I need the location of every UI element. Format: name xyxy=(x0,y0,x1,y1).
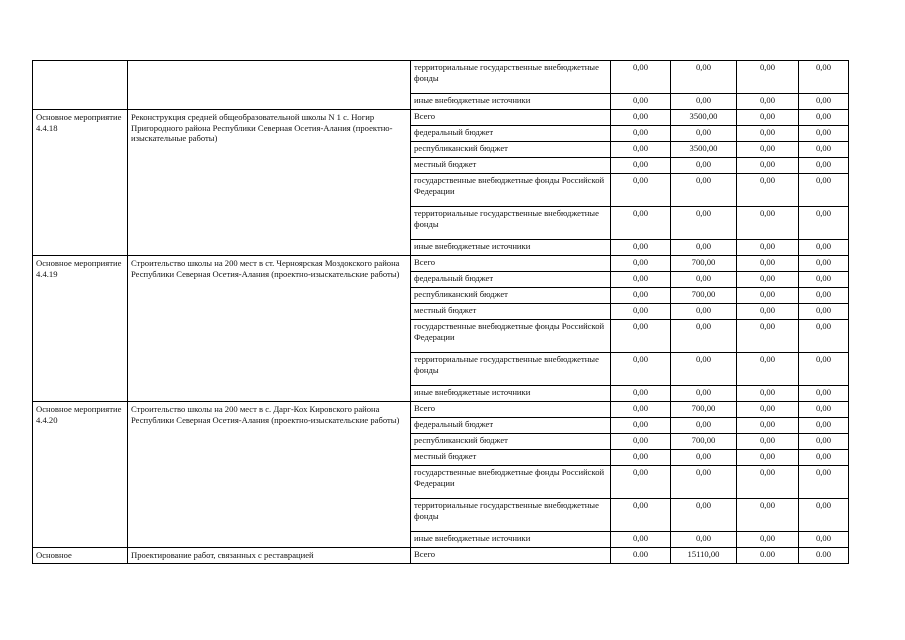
funding-source: территориальные государственные внебюджетные фонды xyxy=(411,61,611,94)
amount-cell: 0,00 xyxy=(611,272,671,288)
amount-cell: 0,00 xyxy=(611,126,671,142)
funding-source: федеральный бюджет xyxy=(411,126,611,142)
amount-cell: 0,00 xyxy=(671,158,737,174)
amount-cell: 0,00 xyxy=(799,304,849,320)
amount-cell: 0,00 xyxy=(799,142,849,158)
amount-cell: 0,00 xyxy=(611,94,671,110)
funding-source: республиканский бюджет xyxy=(411,434,611,450)
amount-cell: 0,00 xyxy=(671,466,737,499)
amount-cell: 0,00 xyxy=(611,386,671,402)
funding-source: Всего xyxy=(411,256,611,272)
amount-cell: 0,00 xyxy=(671,353,737,386)
amount-cell: 0,00 xyxy=(737,532,799,548)
activity-label: Основное мероприятие 4.4.18 xyxy=(33,110,128,256)
funding-source: федеральный бюджет xyxy=(411,418,611,434)
amount-cell: 700,00 xyxy=(671,288,737,304)
funding-source: республиканский бюджет xyxy=(411,288,611,304)
amount-cell: 0,00 xyxy=(799,320,849,353)
table-row xyxy=(33,256,849,272)
amount-cell: 0,00 xyxy=(671,418,737,434)
document-page xyxy=(32,60,848,564)
amount-cell: 0,00 xyxy=(737,240,799,256)
amount-cell: 0,00 xyxy=(799,499,849,532)
amount-cell: 0,00 xyxy=(611,402,671,418)
amount-cell: 0,00 xyxy=(611,418,671,434)
table-row xyxy=(33,61,849,94)
activity-label: Основное xyxy=(33,548,128,564)
amount-cell: 0,00 xyxy=(611,174,671,207)
activity-label: Основное мероприятие 4.4.19 xyxy=(33,256,128,402)
amount-cell: 0,00 xyxy=(737,353,799,386)
amount-cell: 0,00 xyxy=(611,353,671,386)
amount-cell: 0,00 xyxy=(671,207,737,240)
funding-source: территориальные государственные внебюджетные фонды xyxy=(411,499,611,532)
amount-cell: 3500,00 xyxy=(671,142,737,158)
amount-cell: 0,00 xyxy=(611,320,671,353)
amount-cell: 0,00 xyxy=(737,450,799,466)
amount-cell: 0,00 xyxy=(671,61,737,94)
amount-cell: 0,00 xyxy=(671,304,737,320)
amount-cell: 0,00 xyxy=(611,466,671,499)
funding-source: иные внебюджетные источники xyxy=(411,386,611,402)
activity-label xyxy=(33,61,128,110)
amount-cell: 3500,00 xyxy=(671,110,737,126)
amount-cell: 0,00 xyxy=(737,402,799,418)
amount-cell: 0,00 xyxy=(611,499,671,532)
amount-cell: 0,00 xyxy=(799,207,849,240)
amount-cell: 0.00 xyxy=(611,548,671,564)
table-row xyxy=(33,402,849,418)
funding-source: местный бюджет xyxy=(411,158,611,174)
funding-source: Всего xyxy=(411,402,611,418)
amount-cell: 0.00 xyxy=(737,548,799,564)
amount-cell: 0,00 xyxy=(799,288,849,304)
amount-cell: 0,00 xyxy=(737,304,799,320)
amount-cell: 0,00 xyxy=(737,272,799,288)
amount-cell: 0,00 xyxy=(799,256,849,272)
activity-description: Строительство школы на 200 мест в ст. Черноярская Моздокского района Республики Северная Осетия-Алания (проектно-изыскательские работы) xyxy=(128,256,411,402)
funding-table-body xyxy=(33,61,849,564)
activity-description xyxy=(128,61,411,110)
amount-cell: 0,00 xyxy=(671,386,737,402)
table-row xyxy=(33,548,849,564)
amount-cell: 0,00 xyxy=(737,288,799,304)
funding-source: местный бюджет xyxy=(411,450,611,466)
amount-cell: 0,00 xyxy=(611,158,671,174)
funding-source: местный бюджет xyxy=(411,304,611,320)
amount-cell: 0,00 xyxy=(737,110,799,126)
funding-source: иные внебюджетные источники xyxy=(411,532,611,548)
amount-cell: 0,00 xyxy=(671,499,737,532)
activity-description: Проектирование работ, связанных с реставрацией xyxy=(128,548,411,564)
amount-cell: 0,00 xyxy=(611,240,671,256)
amount-cell: 700,00 xyxy=(671,434,737,450)
amount-cell: 0,00 xyxy=(737,61,799,94)
amount-cell: 0,00 xyxy=(799,158,849,174)
amount-cell: 0,00 xyxy=(799,386,849,402)
amount-cell: 700,00 xyxy=(671,402,737,418)
funding-source: федеральный бюджет xyxy=(411,272,611,288)
activity-description: Реконструкция средней общеобразовательной школы N 1 с. Ногир Пригородного района Республики Северная Осетия-Алания (проектно-изыскательные работы) xyxy=(128,110,411,256)
amount-cell: 0,00 xyxy=(611,288,671,304)
funding-table xyxy=(32,60,849,564)
amount-cell: 0,00 xyxy=(799,174,849,207)
amount-cell: 0,00 xyxy=(611,256,671,272)
activity-label: Основное мероприятие 4.4.20 xyxy=(33,402,128,548)
amount-cell: 0,00 xyxy=(799,126,849,142)
amount-cell: 0,00 xyxy=(737,386,799,402)
amount-cell: 0,00 xyxy=(799,61,849,94)
amount-cell: 0,00 xyxy=(671,126,737,142)
amount-cell: 0,00 xyxy=(611,110,671,126)
activity-description: Строительство школы на 200 мест в с. Дарг-Кох Кировского района Республики Северная Осетия-Алания (проектно-изыскательские работы) xyxy=(128,402,411,548)
amount-cell: 0,00 xyxy=(799,272,849,288)
amount-cell: 0,00 xyxy=(799,418,849,434)
amount-cell: 0,00 xyxy=(611,304,671,320)
amount-cell: 0,00 xyxy=(737,94,799,110)
amount-cell: 0,00 xyxy=(671,450,737,466)
amount-cell: 0,00 xyxy=(737,320,799,353)
funding-source: иные внебюджетные источники xyxy=(411,94,611,110)
funding-source: территориальные государственные внебюджетные фонды xyxy=(411,207,611,240)
amount-cell: 15110,00 xyxy=(671,548,737,564)
amount-cell: 0,00 xyxy=(737,418,799,434)
funding-source: государственные внебюджетные фонды Российской Федерации xyxy=(411,466,611,499)
amount-cell: 0,00 xyxy=(799,402,849,418)
funding-source: государственные внебюджетные фонды Российской Федерации xyxy=(411,174,611,207)
amount-cell: 0,00 xyxy=(799,240,849,256)
amount-cell: 0,00 xyxy=(611,450,671,466)
amount-cell: 0,00 xyxy=(611,434,671,450)
amount-cell: 0,00 xyxy=(737,256,799,272)
amount-cell: 0,00 xyxy=(611,532,671,548)
amount-cell: 0,00 xyxy=(737,434,799,450)
amount-cell: 0,00 xyxy=(799,434,849,450)
amount-cell: 0,00 xyxy=(799,110,849,126)
amount-cell: 0,00 xyxy=(671,94,737,110)
amount-cell: 0,00 xyxy=(671,320,737,353)
amount-cell: 0.00 xyxy=(799,548,849,564)
table-row xyxy=(33,110,849,126)
amount-cell: 0,00 xyxy=(671,532,737,548)
amount-cell: 0,00 xyxy=(799,532,849,548)
funding-source: республиканский бюджет xyxy=(411,142,611,158)
amount-cell: 0,00 xyxy=(737,158,799,174)
amount-cell: 0,00 xyxy=(737,142,799,158)
amount-cell: 0,00 xyxy=(799,466,849,499)
amount-cell: 0,00 xyxy=(737,207,799,240)
funding-source: Всего xyxy=(411,110,611,126)
amount-cell: 0,00 xyxy=(611,61,671,94)
amount-cell: 0,00 xyxy=(799,353,849,386)
amount-cell: 700,00 xyxy=(671,256,737,272)
amount-cell: 0,00 xyxy=(611,142,671,158)
amount-cell: 0,00 xyxy=(671,174,737,207)
funding-source: Всего xyxy=(411,548,611,564)
amount-cell: 0,00 xyxy=(799,94,849,110)
amount-cell: 0,00 xyxy=(737,126,799,142)
funding-source: территориальные государственные внебюджетные фонды xyxy=(411,353,611,386)
amount-cell: 0,00 xyxy=(737,466,799,499)
funding-source: государственные внебюджетные фонды Российской Федерации xyxy=(411,320,611,353)
amount-cell: 0,00 xyxy=(737,499,799,532)
amount-cell: 0,00 xyxy=(671,240,737,256)
funding-source: иные внебюджетные источники xyxy=(411,240,611,256)
amount-cell: 0,00 xyxy=(671,272,737,288)
amount-cell: 0,00 xyxy=(737,174,799,207)
amount-cell: 0,00 xyxy=(799,450,849,466)
amount-cell: 0,00 xyxy=(611,207,671,240)
